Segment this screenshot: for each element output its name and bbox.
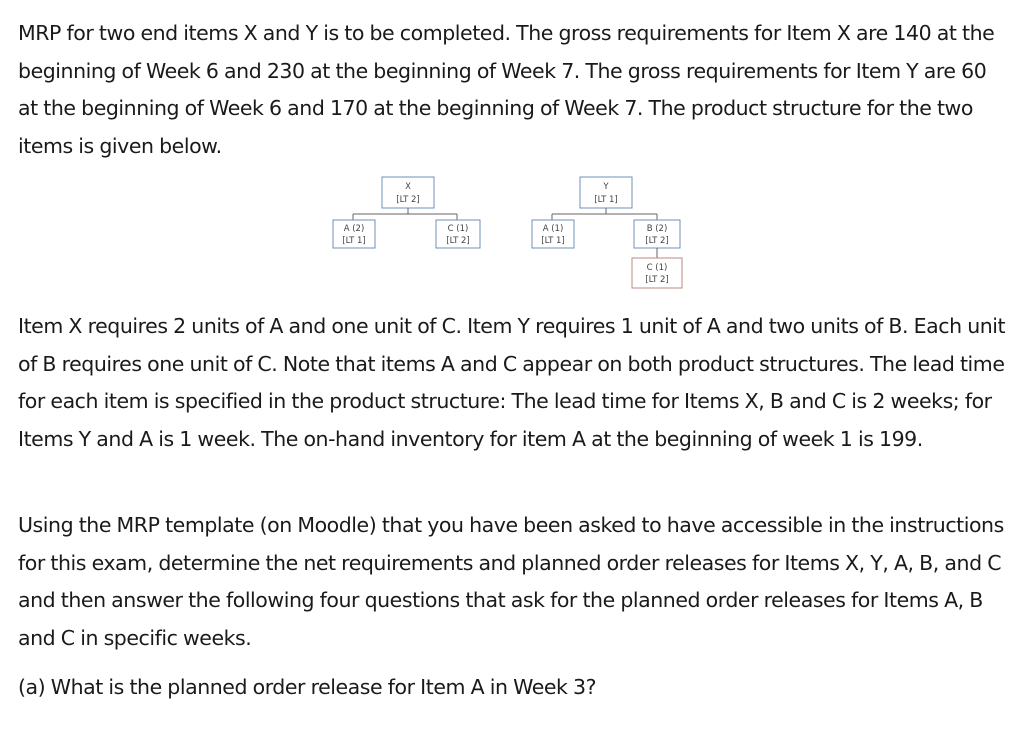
node-y-lt: [LT 1]	[594, 195, 618, 205]
question-a: (a) What is the planned order release for Item A in Week 3?	[18, 675, 597, 699]
node-y-b-name: B (2)	[646, 224, 668, 234]
node-y-name: Y	[603, 182, 609, 192]
node-y-b-c-lt: [LT 2]	[645, 275, 669, 285]
y-tree	[532, 177, 682, 288]
node-x-a-name: A (2)	[343, 224, 365, 234]
instructions-paragraph: Using the MRP template (on Moodle) that you have been asked to have accessible in the instructions for this exam, determine the net requirements and planned order releases for Items X, Y, A, B, and C and then answer the following four questions that ask for the planned order releases for Items A, B and C in specific weeks.	[18, 513, 1004, 650]
node-y-b-lt: [LT 2]	[645, 236, 669, 246]
product-structure-diagram	[320, 172, 720, 297]
node-x-c-name: C (1)	[447, 224, 469, 234]
node-y-a-name: A (1)	[542, 224, 564, 234]
x-tree	[333, 177, 480, 248]
node-y-b-c-name: C (1)	[646, 263, 668, 273]
node-x-lt: [LT 2]	[396, 195, 420, 205]
node-x-c-lt: [LT 2]	[446, 236, 470, 246]
node-x-a-lt: [LT 1]	[342, 236, 366, 246]
intro-paragraph: MRP for two end items X and Y is to be completed. The gross requirements for Item X are 140 at the beginning of Week 6 and 230 at the beginning of Week 7. The gross requirements for Item Y are 60 at the beginning of Week 6 and 170 at the beginning of Week 7. The product structure for the two items is given below.	[18, 21, 995, 158]
node-x-name: X	[405, 182, 411, 192]
node-y-a-lt: [LT 1]	[541, 236, 565, 246]
structure-paragraph: Item X requires 2 units of A and one unit of C. Item Y requires 1 unit of A and two units of B. Each unit of B requires one unit of C. Note that items A and C appear on both product structures. The lead time for each item is specified in the product structure: The lead time for Items X, B and C is 2 weeks; for Items Y and A is 1 week. The on-hand inventory for item A at the beginning of week 1 is 199.	[18, 314, 1006, 451]
